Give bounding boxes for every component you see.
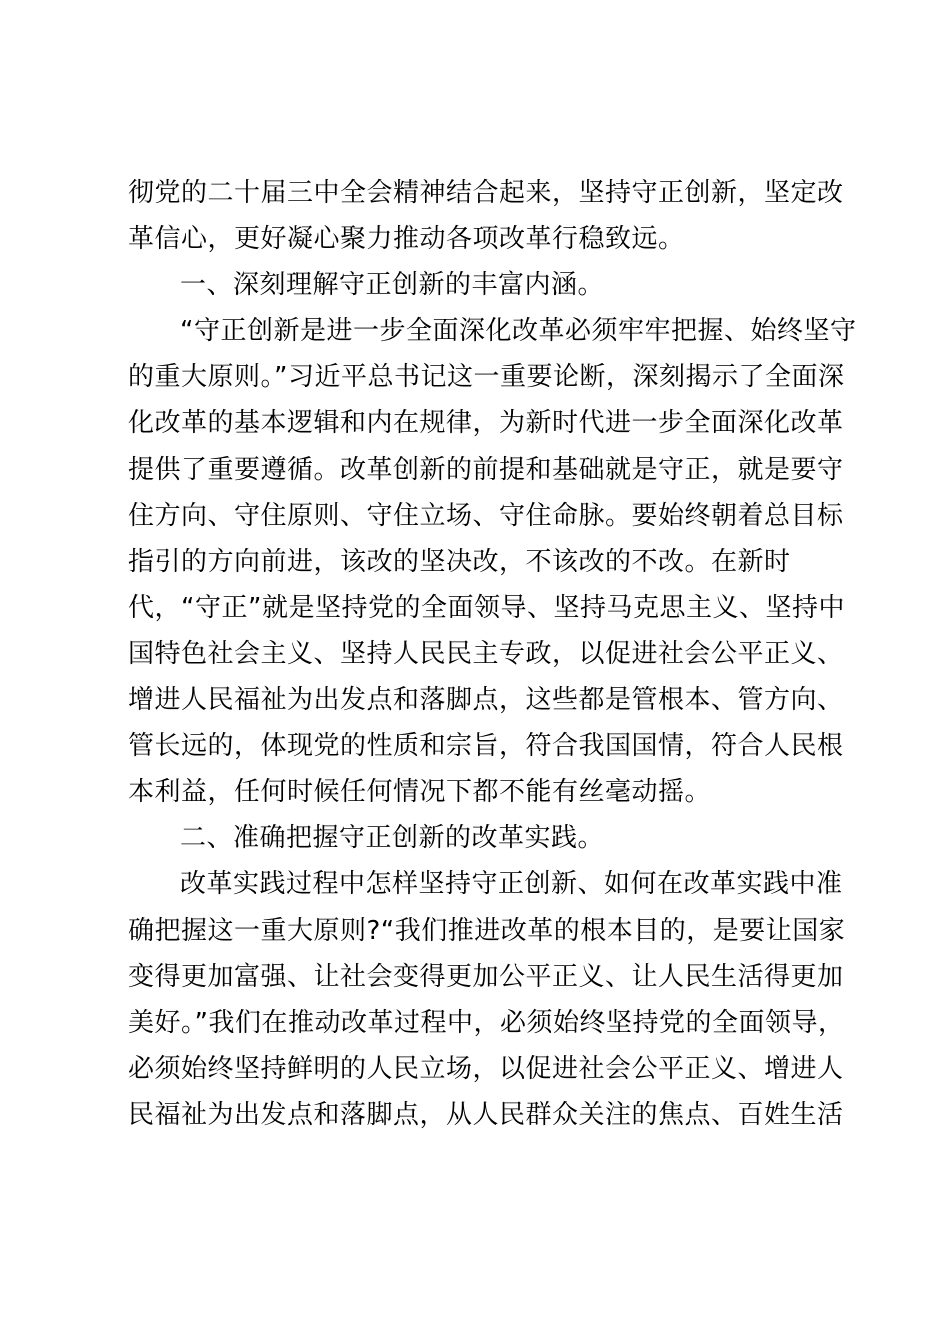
text-line: 指引的方向前进，该改的坚决改，不该改的不改。在新时 [128, 546, 791, 577]
text-line: 彻党的二十届三中全会精神结合起来，坚持守正创新，坚定改 [128, 178, 844, 208]
text-line: 代，“守正”就是坚持党的全面领导、坚持马克思主义、坚持中 [128, 592, 845, 623]
text-line: “守正创新是进一步全面深化改革必须牢牢把握、始终坚守 [180, 316, 857, 347]
text-line: 美好。”我们在推动改革过程中，必须始终坚持党的全面领导， [128, 1007, 845, 1038]
text-line: 必须始终坚持鲜明的人民立场，以促进社会公平正义、增进人 [128, 1053, 844, 1084]
text-line: 化改革的基本逻辑和内在规律，为新时代进一步全面深化改革 [128, 408, 844, 439]
text-line: 提供了重要遵循。改革创新的前提和基础就是守正，就是要守 [128, 454, 844, 485]
text-line: 国特色社会主义、坚持人民民主专政，以促进社会公平正义、 [128, 638, 844, 669]
text-line: 管长远的，体现党的性质和宗旨，符合我国国情，符合人民根 [128, 731, 844, 762]
text-line: 确把握这一重大原则?“我们推进改革的根本目的，是要让国家 [128, 915, 846, 946]
body-text [128, 170, 857, 1138]
text-line: 革信心，更好凝心聚力推动各项改革行稳致远。 [128, 224, 685, 255]
text-line: 改革实践过程中怎样坚持守正创新、如何在改革实践中准 [180, 869, 843, 900]
text-line: 住方向、守住原则、守住立场、守住命脉。要始终朝着总目标 [128, 500, 844, 531]
text-line: 增进人民福祉为出发点和落脚点，这些都是管根本、管方向、 [128, 685, 844, 716]
text-line: 的重大原则。”习近平总书记这一重要论断，深刻揭示了全面深 [128, 362, 845, 393]
text-line: 本利益，任何时候任何情况下都不能有丝毫动摇。 [128, 777, 712, 808]
text-line: 民福祉为出发点和落脚点，从人民群众关注的焦点、百姓生活 [128, 1099, 844, 1130]
section-heading: 一、深刻理解守正创新的丰富内涵。 [180, 270, 605, 301]
text-line: 变得更加富强、让社会变得更加公平正义、让人民生活得更加 [128, 961, 844, 992]
section-heading: 二、准确把握守正创新的改革实践。 [180, 823, 605, 854]
